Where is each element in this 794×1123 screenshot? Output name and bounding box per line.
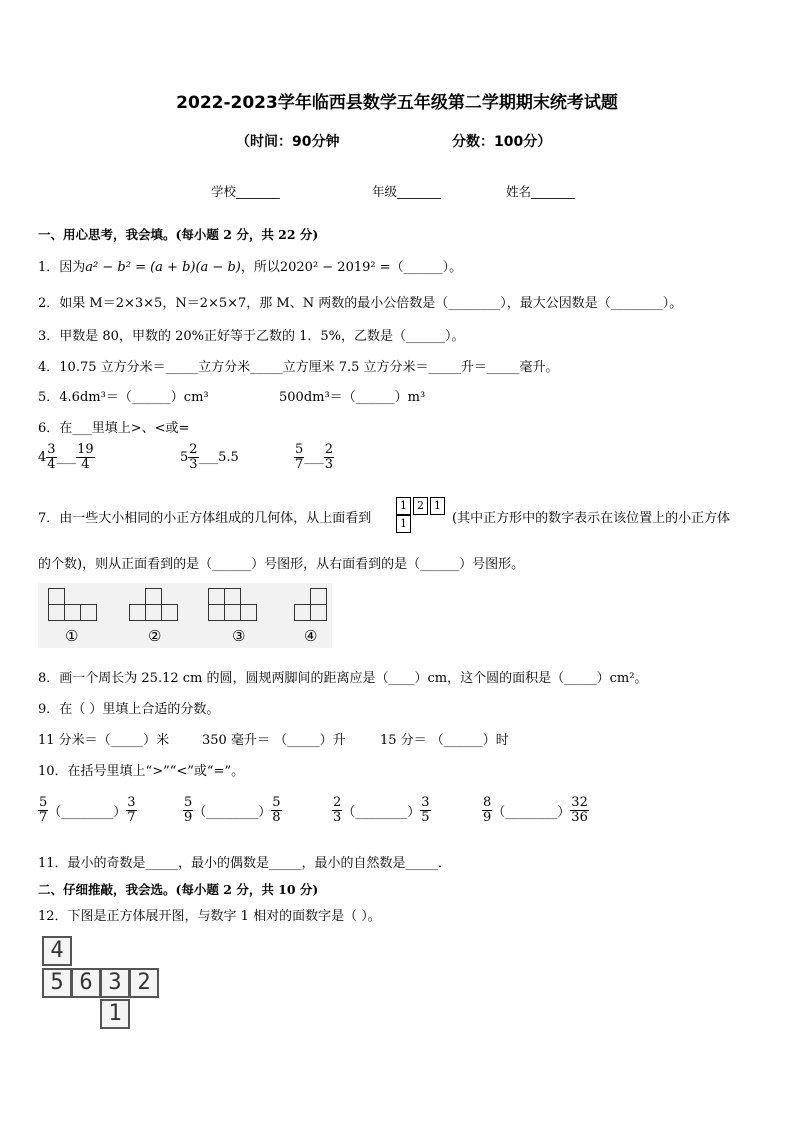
cube-square	[64, 604, 81, 621]
question-12: 12．下图是正方体展开图，与数字 1 相对的面数字是（ ）。	[38, 909, 381, 924]
cube-square	[48, 588, 65, 605]
cube-square	[161, 604, 178, 621]
cube-square	[145, 604, 162, 621]
question-6: 6．在___里填上>、<或=	[38, 421, 190, 436]
compare-blank[interactable]: （________）	[48, 805, 127, 821]
fraction: 2 3	[189, 442, 198, 473]
fraction: 2 3	[324, 442, 334, 473]
fraction: 8 9	[483, 795, 492, 826]
compare-blank[interactable]: （________）	[342, 805, 421, 821]
exam-score: 分数：100分）	[452, 134, 552, 150]
section-1-heading: 一、用心思考，我会填。(每小题 2 分，共 22 分)	[38, 227, 319, 242]
cube-square	[240, 604, 257, 621]
grid-cell: 1	[396, 497, 411, 515]
grid-cell: 2	[413, 497, 428, 515]
net-face: 1	[100, 999, 130, 1029]
question-4: 4．10.75 立方分米＝_____立方分米_____立方厘米 7.5 立方分米＝_____升＝_____毫升。	[38, 360, 559, 375]
question-1	[38, 256, 462, 275]
question-5a: 5．4.6dm³＝（______）cm³	[38, 390, 209, 405]
q10-item-1	[38, 796, 137, 826]
q6-item-3	[294, 443, 334, 473]
compare-blank[interactable]: （________）	[193, 805, 272, 821]
net-face: 2	[129, 968, 159, 998]
q1-answer-blank[interactable]: （______）。	[390, 260, 463, 275]
name-field[interactable]: 姓名_______	[506, 184, 575, 199]
option-label-4[interactable]: ④	[304, 627, 318, 645]
cube-square	[208, 604, 225, 621]
question-3: 3．甲数是 80，甲数的 20%正好等于乙数的 1．5%，乙数是（______）。	[38, 329, 465, 344]
cube-square	[310, 604, 327, 621]
fraction: 5 7	[295, 442, 304, 473]
q1-mid: ，所以	[240, 260, 280, 275]
option-label-1[interactable]: ①	[65, 627, 79, 645]
q1-formula2: 2020² − 2019² =	[279, 260, 391, 275]
q6-value: 5.5	[218, 450, 239, 466]
cube-square	[48, 604, 65, 621]
school-field[interactable]: 学校_______	[211, 184, 280, 199]
q6-item-2	[180, 443, 239, 473]
question-7-part3: 的个数)，则从正面看到的是（______）号图形，从右面看到的是（______）号图形。	[38, 557, 525, 572]
cube-square	[310, 588, 327, 605]
compare-blank[interactable]: （________）	[492, 805, 571, 821]
q10-item-2	[183, 796, 282, 826]
fraction: 5 7	[39, 795, 48, 826]
question-5b: 500dm³＝（______）m³	[279, 390, 426, 405]
net-face: 6	[71, 968, 101, 998]
q9-item-1: 11 分米＝（_____）米	[38, 733, 170, 748]
q1-formula: a² − b² = (a + b)(a − b)	[85, 260, 241, 275]
q7-options-figure	[38, 583, 332, 648]
question-11: 11．最小的奇数是_____，最小的偶数是_____，最小的自然数是_____．	[38, 856, 452, 871]
cube-square	[224, 588, 241, 605]
fraction: 19 4	[77, 442, 94, 473]
q9-item-2: 350 毫升＝ （_____）升	[202, 733, 346, 748]
grid-cell: 1	[396, 515, 411, 533]
grid-cell: 1	[430, 497, 445, 515]
cube-square	[224, 604, 241, 621]
q1-prefix: 1．因为	[38, 260, 86, 275]
question-10: 10．在括号里填上“>”“<”或“=”。	[38, 764, 245, 779]
net-face: 4	[42, 936, 72, 966]
page-title: 2022-2023学年临西县数学五年级第二学期期末统考试题	[176, 93, 618, 113]
question-7-part2: (其中正方形中的数字表示在该位置上的小正方体	[452, 511, 731, 526]
question-8: 8．画一个周长为 25.12 cm 的圆，圆规两脚间的距离应是（____）cm，这个圆的面积是（_____）cm²。	[38, 671, 648, 686]
grade-field[interactable]: 年级_______	[372, 184, 441, 199]
fraction: 3 7	[127, 795, 136, 826]
fraction: 32 36	[571, 795, 588, 826]
fraction: 3 5	[421, 795, 430, 826]
question-7-part1: 7．由一些大小相同的小正方体组成的几何体，从上面看到	[38, 511, 372, 526]
exam-time: （时间：90分钟	[236, 134, 340, 150]
cube-square	[145, 588, 162, 605]
q10-item-4	[482, 796, 589, 826]
fraction: 5 9	[184, 795, 193, 826]
cube-square	[208, 588, 225, 605]
option-label-2[interactable]: ②	[148, 627, 162, 645]
compare-blank[interactable]: ___	[198, 450, 219, 466]
question-2: 2．如果 M＝2×3×5，N＝2×5×7，那 M、N 两数的最小公倍数是（________），最大公因数是（________）。	[38, 296, 683, 311]
cube-square	[129, 604, 146, 621]
compare-blank[interactable]: ___	[304, 450, 324, 466]
q10-item-3	[332, 796, 431, 826]
fraction: 3 4	[47, 442, 56, 473]
q6-whole: 5	[180, 450, 189, 466]
net-face: 5	[42, 968, 72, 998]
question-9: 9．在（ ）里填上合适的分数。	[38, 702, 220, 717]
q6-whole: 4	[38, 450, 47, 466]
cube-square	[294, 604, 311, 621]
net-face: 3	[100, 968, 130, 998]
fraction: 5 8	[272, 795, 281, 826]
fraction: 2 3	[333, 795, 342, 826]
compare-blank[interactable]: ___	[56, 450, 77, 466]
q9-item-3: 15 分＝ （______）时	[380, 733, 509, 748]
cube-square	[80, 604, 97, 621]
section-2-heading: 二、仔细推敲，我会选。(每小题 2 分，共 10 分)	[38, 882, 319, 897]
q6-item-1	[38, 443, 95, 473]
option-label-3[interactable]: ③	[232, 627, 246, 645]
